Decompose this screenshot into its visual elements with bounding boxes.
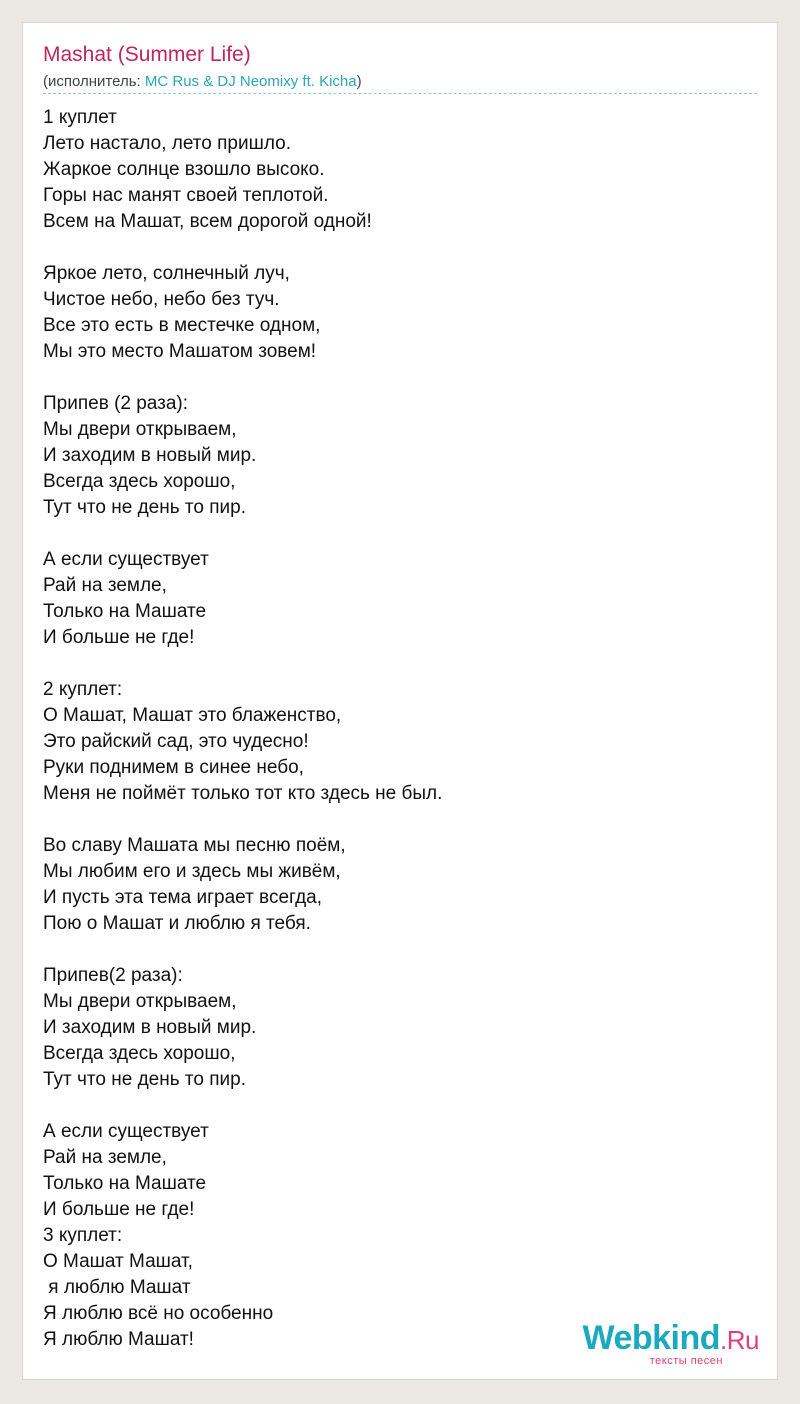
- lyric-line: Я люблю всё но особенно: [43, 1303, 274, 1324]
- dashed-divider: [43, 93, 757, 94]
- lyric-line: А если существует: [43, 1121, 209, 1142]
- logo-suffix: .Ru: [720, 1325, 759, 1355]
- lyric-line: Мы это место Машатом зовем!: [43, 341, 317, 362]
- lyric-line: И заходим в новый мир.: [43, 1017, 257, 1038]
- lyric-line: И пусть эта тема играет всегда,: [43, 887, 323, 908]
- performer-link[interactable]: MC Rus & DJ Neomixy ft. Kicha: [144, 73, 357, 90]
- lyric-line: Всем на Машат, всем дорогой одной!: [43, 211, 372, 232]
- lyric-line: Во славу Машата мы песню поём,: [43, 835, 346, 856]
- lyric-line: 1 куплет: [43, 107, 117, 128]
- lyric-line: 3 куплет:: [43, 1225, 123, 1246]
- logo-wordmark: [582, 1319, 759, 1358]
- lyric-line: Только на Машате: [43, 601, 207, 622]
- lyric-line: я люблю Машат: [43, 1277, 191, 1298]
- lyric-line: Горы нас манят своей теплотой.: [43, 185, 329, 206]
- lyric-line: [43, 365, 743, 391]
- lyric-line: [43, 651, 743, 677]
- lyric-line: А если существует: [43, 549, 209, 570]
- logo-tagline: тексты песен: [649, 1355, 723, 1367]
- lyrics-text: [43, 105, 743, 1353]
- lyric-line: Яркое лето, солнечный луч,: [43, 263, 290, 284]
- lyric-line: Все это есть в местечке одном,: [43, 315, 321, 336]
- lyric-line: [43, 807, 743, 833]
- lyric-line: Всегда здесь хорошо,: [43, 1043, 236, 1064]
- lyric-line: Только на Машате: [43, 1173, 207, 1194]
- performer-line: [43, 73, 362, 90]
- logo-main-text: Webkind: [582, 1319, 721, 1357]
- lyric-line: Я люблю Машат!: [43, 1329, 194, 1350]
- lyric-line: Припев(2 раза):: [43, 965, 183, 986]
- lyric-line: Припев (2 раза):: [43, 393, 189, 414]
- lyric-line: Руки поднимем в синее небо,: [43, 757, 304, 778]
- lyric-line: Мы двери открываем,: [43, 991, 237, 1012]
- lyric-line: Всегда здесь хорошо,: [43, 471, 236, 492]
- lyric-line: [43, 937, 743, 963]
- performer-prefix: (исполнитель:: [43, 73, 145, 90]
- lyric-line: Жаркое солнце взошло высоко.: [43, 159, 325, 180]
- site-logo[interactable]: [569, 1319, 769, 1371]
- lyrics-card: [22, 22, 778, 1380]
- lyric-line: Мы двери открываем,: [43, 419, 237, 440]
- lyric-line: 2 куплет:: [43, 679, 123, 700]
- lyric-line: Тут что не день то пир.: [43, 497, 246, 518]
- lyric-line: Рай на земле,: [43, 1147, 167, 1168]
- lyric-line: Рай на земле,: [43, 575, 167, 596]
- lyric-line: Лето настало, лето пришло.: [43, 133, 291, 154]
- song-title: Mashat (Summer Life): [43, 43, 251, 66]
- lyric-line: О Машат Машат,: [43, 1251, 193, 1272]
- lyric-line: [43, 1093, 743, 1119]
- lyric-line: И больше не где!: [43, 627, 195, 648]
- lyric-line: Тут что не день то пир.: [43, 1069, 246, 1090]
- lyric-line: Пою о Машат и люблю я тебя.: [43, 913, 311, 934]
- lyric-line: Мы любим его и здесь мы живём,: [43, 861, 341, 882]
- lyric-line: Меня не поймёт только тот кто здесь не был.: [43, 783, 443, 804]
- performer-suffix: ): [356, 73, 362, 90]
- lyric-line: [43, 235, 743, 261]
- lyric-line: И больше не где!: [43, 1199, 195, 1220]
- lyric-line: [43, 521, 743, 547]
- lyric-line: Это райский сад, это чудесно!: [43, 731, 309, 752]
- lyric-line: О Машат, Машат это блаженство,: [43, 705, 342, 726]
- lyric-line: И заходим в новый мир.: [43, 445, 257, 466]
- lyric-line: Чистое небо, небо без туч.: [43, 289, 280, 310]
